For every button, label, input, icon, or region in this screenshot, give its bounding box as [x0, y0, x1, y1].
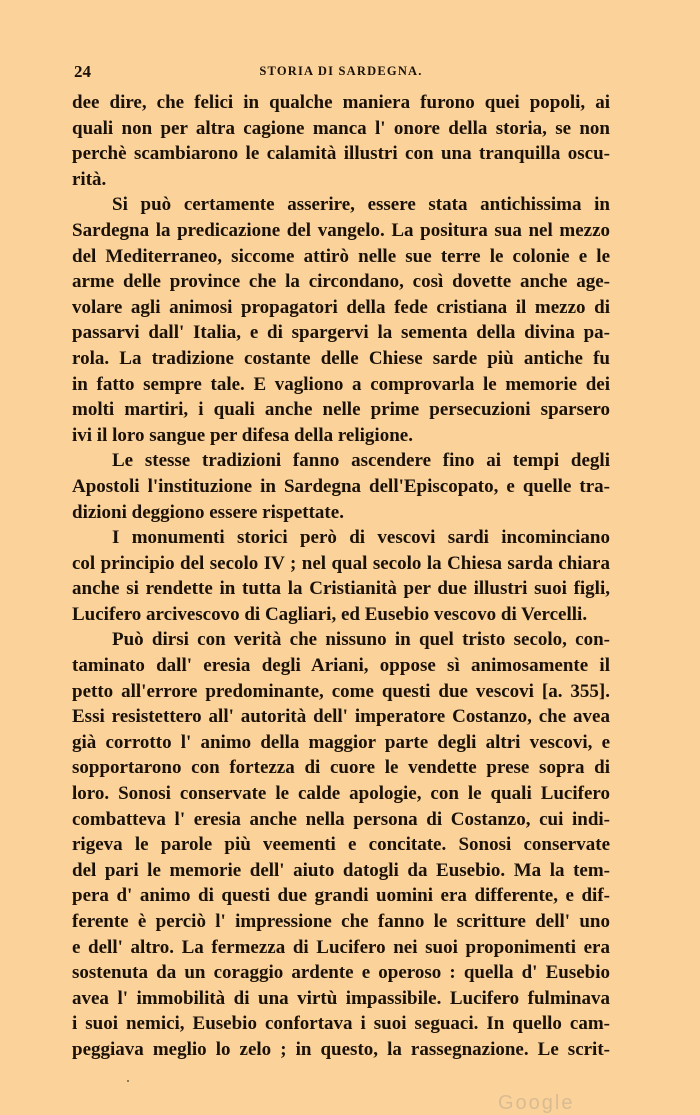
text-line: in fatto sempre tale. E vagliono a comprovarla le memorie dei	[72, 373, 610, 395]
text-line: ivi il loro sangue per difesa della religione.	[72, 424, 413, 446]
text-line: Sardegna la predicazione del vangelo. La positura sua nel mezzo	[72, 219, 610, 241]
text-line: volare agli animosi propagatori della fede cristiana il mezzo di	[72, 296, 610, 318]
text-line: dizioni deggiono essere rispettate.	[72, 501, 344, 523]
text-line: petto all'errore predominante, come questi due vescovi [a. 355].	[72, 680, 610, 702]
page-header	[72, 62, 610, 84]
text-line: già corrotto l' animo della maggior parte degli altri vescovi, e	[72, 731, 610, 753]
text-line: rità.	[72, 168, 107, 190]
text-line: arme delle province che la circondano, così dovette anche age-	[72, 271, 610, 293]
paragraph	[72, 192, 610, 448]
text-line: avea l' immobilità di una virtù impassibile. Lucifero fulminava	[72, 987, 610, 1009]
text-line: Si può certamente asserire, essere stata antichissima in	[112, 194, 610, 216]
text-line: peggiava meglio lo zelo ; in questo, la rassegnazione. Le scrit-	[72, 1038, 610, 1060]
text-line: del Mediterraneo, siccome attirò nelle sue terre le colonie e le	[72, 245, 610, 267]
text-line: del pari le memorie dell' aiuto datogli da Eusebio. Ma la tem-	[72, 859, 610, 881]
watermark-text: Google	[498, 1092, 575, 1114]
text-line: sopportarono con fortezza di cuore le vendette prese sopra di	[72, 757, 610, 779]
text-line: combatteva l' eresia anche nella persona di Costanzo, cui indi-	[72, 808, 610, 830]
text-line: dee dire, che felici in qualche maniera furono quei popoli, ai	[72, 92, 610, 113]
body-text	[72, 90, 610, 1063]
paragraph	[72, 627, 610, 1062]
text-line: col principio del secolo IV ; nel qual secolo la Chiesa sarda chiara	[72, 552, 610, 574]
text-line: pera d' animo di questi due grandi uomini era differente, e dif-	[72, 885, 610, 907]
text-line: taminato dall' eresia degli Ariani, oppose sì animosamente il	[72, 655, 610, 677]
text-line: sostenuta da un coraggio ardente e operoso : quella d' Eusebio	[72, 962, 610, 984]
paragraph	[72, 448, 610, 525]
text-line: quali non per altra cagione manca l' onore della storia, se non	[72, 117, 610, 139]
text-line: perchè scambiarono le calamità illustri con una tranquilla oscu-	[72, 143, 610, 165]
book-page	[72, 62, 610, 1063]
text-line: ferente è perciò l' impressione che fanno le scritture dell' uno	[72, 911, 610, 932]
text-line: Può dirsi con verità che nissuno in quel tristo secolo, con-	[112, 629, 610, 651]
text-line: passarvi dall' Italia, e di spargervi la sementa della divina pa-	[72, 322, 610, 344]
running-title: STORIA DI SARDEGNA.	[259, 64, 423, 78]
paragraph	[72, 525, 610, 627]
text-line: rola. La tradizione costante delle Chiese sarde più antiche fu	[72, 347, 610, 369]
text-line: anche si rendette in tutta la Cristianità per due illustri suoi figli,	[72, 578, 610, 600]
page-number: 24	[74, 62, 91, 81]
stray-mark	[127, 1080, 129, 1082]
text-line: loro. Sonosi conservate le calde apologie, con le quali Lucifero	[72, 783, 610, 805]
text-line: Essi resistettero all' autorità dell' imperatore Costanzo, che avea	[72, 706, 610, 728]
paragraph	[72, 90, 610, 192]
text-line: i suoi nemici, Eusebio confortava i suoi seguaci. In quello cam-	[72, 1013, 610, 1035]
text-line: molti martiri, i quali anche nelle prime persecuzioni sparsero	[72, 399, 610, 421]
text-line: rigeva le parole più veementi e concitate. Sonosi conservate	[72, 834, 610, 856]
text-line: I monumenti storici però di vescovi sardi incominciano	[112, 527, 610, 549]
text-line: e dell' altro. La fermezza di Lucifero nei suoi proponimenti era	[72, 936, 610, 958]
text-line: Lucifero arcivescovo di Cagliari, ed Eusebio vescovo di Vercelli.	[72, 603, 588, 625]
text-line: Apostoli l'instituzione in Sardegna dell'Episcopato, e quelle tra-	[72, 475, 610, 497]
text-line: Le stesse tradizioni fanno ascendere fino ai tempi degli	[112, 450, 610, 472]
